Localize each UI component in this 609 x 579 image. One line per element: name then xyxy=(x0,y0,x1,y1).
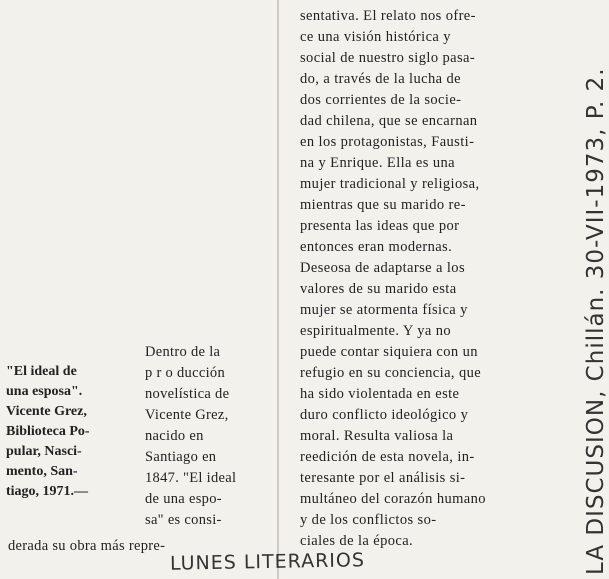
text-line: multáneo del corazón humano xyxy=(300,491,486,507)
text-line: dos corrientes de la socie- xyxy=(300,92,462,108)
text-line: duro conflicto ideológico y xyxy=(300,407,469,423)
text-line: presenta las ideas que por xyxy=(300,218,460,234)
text-line: reedición de esta novela, in- xyxy=(300,449,475,465)
citation-line: pular, Nasci- xyxy=(6,444,82,459)
text-line: na y Enrique. Ella es una xyxy=(300,155,455,171)
text-line: en los protagonistas, Fausti- xyxy=(300,134,475,150)
text-line: dad chilena, que se encarnan xyxy=(300,113,478,129)
text-line: moral. Resulta valiosa la xyxy=(300,428,454,444)
citation-line: mento, San- xyxy=(6,464,78,479)
book-citation xyxy=(6,362,131,502)
text-line: mientras que su marido re- xyxy=(300,197,466,213)
text-line: Santiago en xyxy=(145,449,217,465)
handwritten-section-label: LUNES LITERARIOS xyxy=(169,549,366,575)
text-line: Deseosa de adaptarse a los xyxy=(300,260,466,276)
text-line: sa" es consi- xyxy=(145,512,222,528)
middle-column-text xyxy=(145,342,265,531)
text-line: ce una visión histórica y xyxy=(300,29,451,45)
text-line: Vicente Grez, xyxy=(145,407,229,423)
text-line: novelística de xyxy=(145,386,230,402)
citation-line: tiago, 1971.— xyxy=(6,484,89,499)
text-line: do, a través de la lucha de xyxy=(300,71,461,87)
text-line: ciales de la época. xyxy=(300,533,414,549)
text-line: puede contar siquiera con un xyxy=(300,344,478,360)
text-line: teresante por el análisis si- xyxy=(300,470,466,486)
text-line: mujer tradicional y religiosa, xyxy=(300,176,480,192)
text-line: p r o ducción xyxy=(145,365,226,381)
text-line: mujer se atormenta física y xyxy=(300,302,468,318)
citation-line: una esposa". xyxy=(6,384,83,399)
column-fold xyxy=(277,0,279,579)
text-line: refugio en su conciencia, que xyxy=(300,365,482,381)
citation-line: "El ideal de xyxy=(6,364,77,379)
text-line: Dentro de la xyxy=(145,344,221,360)
text-line: ha sido violentada en este xyxy=(300,386,460,402)
text-line: sentativa. El relato nos ofre- xyxy=(300,8,476,24)
text-line: social de nuestro siglo pasa- xyxy=(300,50,476,66)
right-column-text xyxy=(300,6,562,552)
text-line: nacido en xyxy=(145,428,204,444)
citation-line: Vicente Grez, xyxy=(6,404,87,419)
text-line: entonces eran modernas. xyxy=(300,239,453,255)
middle-last-line: derada su obra más repre- xyxy=(8,538,166,554)
text-line: espiritualmente. Y ya no xyxy=(300,323,452,339)
text-line: valores de su marido esta xyxy=(300,281,457,297)
text-line: y de los conflictos so- xyxy=(300,512,437,528)
text-line: de una espo- xyxy=(145,491,222,507)
text-line: 1847. "El ideal xyxy=(145,470,237,486)
handwritten-source-note: LA DISCUSION, Chillán. 30-VII-1973, P. 2. xyxy=(583,67,609,575)
citation-line: Biblioteca Po- xyxy=(6,424,90,439)
